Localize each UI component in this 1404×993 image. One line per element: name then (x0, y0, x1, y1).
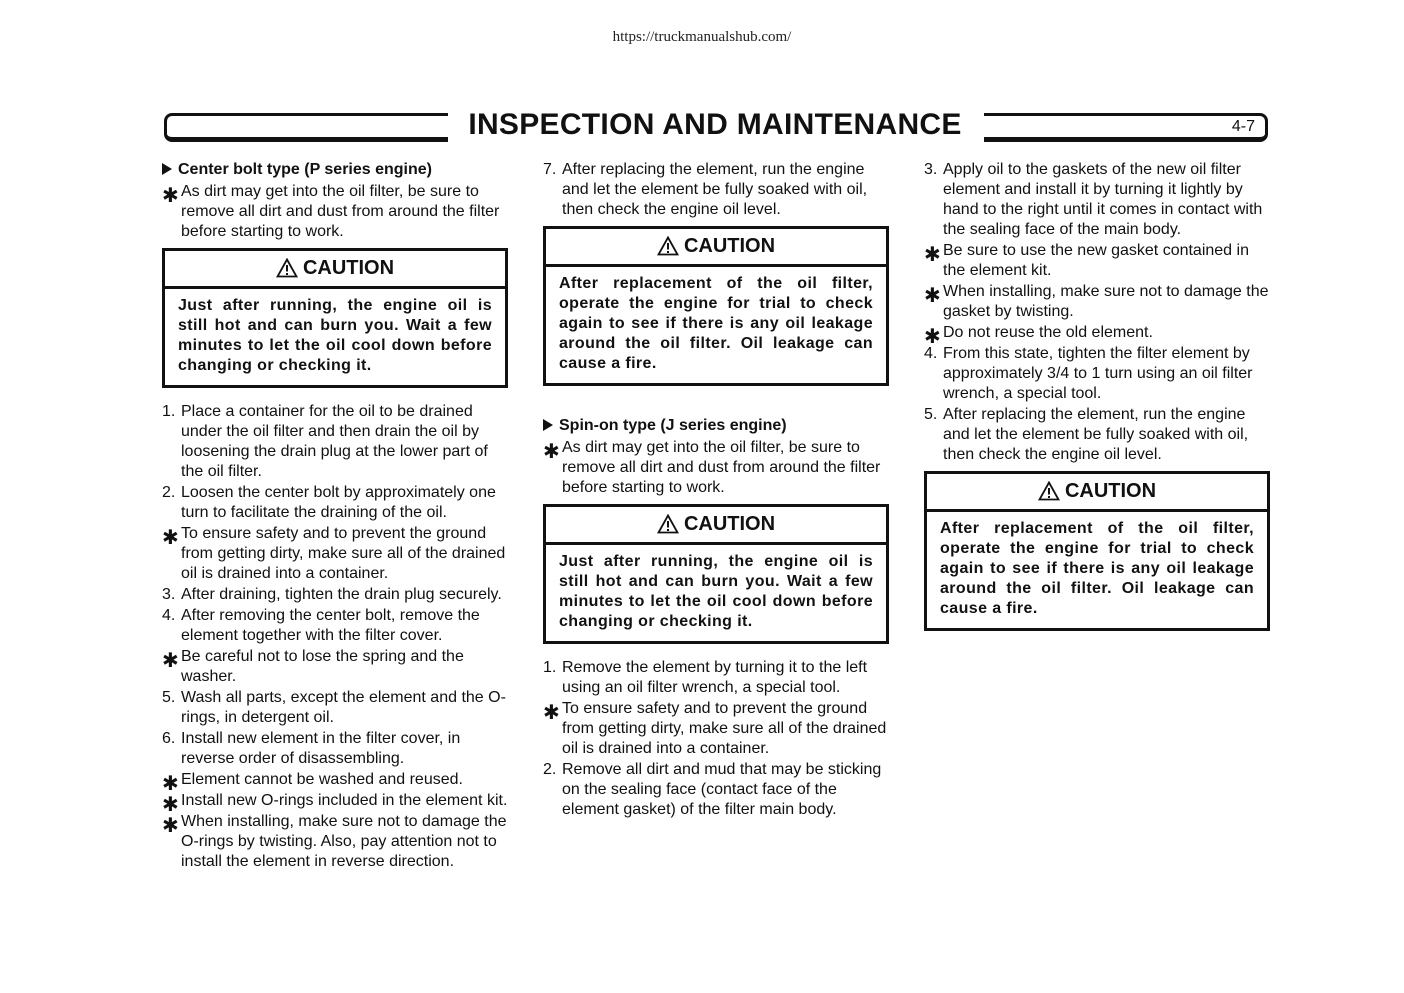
caution-header: CAUTION (546, 507, 886, 545)
note-item: ✱ To ensure safety and to prevent the ground from getting dirty, make sure all of the drained oil is drained into a container. (162, 525, 506, 582)
list-item: 3. Apply oil to the gaskets of the new oil filter element and install it by turning it lightly by hand to the right until it comes in contact with the sealing face of the main body. (924, 161, 1263, 238)
warning-triangle-icon (276, 258, 298, 278)
list-item: 7. After replacing the element, run the engine and let the element be fully soaked with oil, then check the engine oil level. (543, 161, 868, 218)
note-item: ✱ Do not reuse the old element. (924, 324, 1153, 348)
column-2 (543, 160, 889, 821)
asterisk-icon: ✱ (162, 794, 179, 816)
note-item: ✱ Install new O-rings included in the element kit. (162, 792, 508, 816)
triangle-bullet-icon (543, 419, 553, 431)
list-item: 6. Install new element in the filter cover, in reverse order of disassembling. (162, 730, 461, 767)
note-item: ✱ Be careful not to lose the spring and the washer. (162, 648, 464, 685)
list-item: 3. After draining, tighten the drain plug securely. (162, 586, 502, 603)
warning-triangle-icon (657, 514, 679, 534)
asterisk-icon: ✱ (162, 773, 179, 795)
triangle-bullet-icon (162, 163, 172, 175)
caution-text: Just after running, the engine oil is still hot and can burn you. Wait a few minutes to let the oil cool down before changing or checking it. (178, 297, 492, 374)
asterisk-icon: ✱ (924, 244, 941, 266)
list-item: 5. After replacing the element, run the engine and let the element be fully soaked with oil, then check the engine oil level. (924, 406, 1249, 463)
column-1 (162, 160, 508, 873)
asterisk-icon: ✱ (924, 326, 941, 348)
caution-header: CAUTION (165, 251, 505, 289)
asterisk-icon: ✱ (162, 527, 179, 549)
caution-box (543, 504, 889, 644)
source-url: https://truckmanualshub.com/ (612, 29, 792, 45)
note-item: ✱ When installing, make sure not to damage the O-rings by twisting. Also, pay attention not to install the element in reverse direction. (162, 813, 507, 870)
header-right-bar (984, 113, 1268, 142)
note-item: ✱ Be sure to use the new gasket contained in the element kit. (924, 242, 1249, 279)
asterisk-icon: ✱ (162, 185, 179, 207)
list-item: 2. Loosen the center bolt by approximately one turn to facilitate the draining of the oil. (162, 484, 496, 521)
asterisk-icon: ✱ (543, 702, 560, 724)
warning-triangle-icon (657, 236, 679, 256)
caution-box (924, 471, 1270, 631)
caution-text: Just after running, the engine oil is still hot and can burn you. Wait a few minutes to let the oil cool down before changing or checking it. (559, 553, 873, 630)
caution-text: After replacement of the oil filter, operate the engine for trial to check again to see if there is any oil leakage around the oil filter. Oil leakage can cause a fire. (940, 520, 1254, 617)
header-left-bar (164, 113, 448, 142)
section-heading: Center bolt type (P series engine) (162, 160, 508, 180)
caution-header: CAUTION (546, 229, 886, 267)
asterisk-icon: ✱ (924, 285, 941, 307)
note-item: ✱ As dirt may get into the oil filter, be sure to remove all dirt and dust from around the filter before starting to work. (543, 439, 881, 496)
asterisk-icon: ✱ (162, 650, 179, 672)
note-item: ✱ Element cannot be washed and reused. (162, 771, 463, 795)
page-title: INSPECTION AND MAINTENANCE (468, 108, 962, 141)
page-number: 4-7 (1231, 118, 1255, 135)
warning-triangle-icon (1038, 481, 1060, 501)
asterisk-icon: ✱ (543, 441, 560, 463)
list-item: 2. Remove all dirt and mud that may be sticking on the sealing face (contact face of the element gasket) of the filter main body. (543, 761, 882, 818)
note-item: ✱ As dirt may get into the oil filter, be sure to remove all dirt and dust from around the filter before starting to work. (162, 183, 500, 240)
list-item: 4. After removing the center bolt, remove the element together with the filter cover. (162, 607, 480, 644)
list-item: 1. Place a container for the oil to be drained under the oil filter and then drain the oil by loosening the drain plug at the lower part of the oil filter. (162, 403, 488, 480)
caution-header: CAUTION (927, 474, 1267, 512)
note-item: ✱ When installing, make sure not to damage the gasket by twisting. (924, 283, 1269, 320)
asterisk-icon: ✱ (162, 815, 179, 837)
list-item: 1. Remove the element by turning it to the left using an oil filter wrench, a special tool. (543, 659, 868, 696)
note-item: ✱ To ensure safety and to prevent the ground from getting dirty, make sure all of the drained oil is drained into a container. (543, 700, 887, 757)
caution-box (543, 226, 889, 386)
list-item: 4. From this state, tighten the filter element by approximately 3/4 to 1 turn using an oil filter wrench, a special tool. (924, 345, 1253, 402)
section-heading: Spin-on type (J series engine) (543, 416, 889, 436)
list-item: 5. Wash all parts, except the element and the O-rings, in detergent oil. (162, 689, 506, 726)
caution-text: After replacement of the oil filter, operate the engine for trial to check again to see if there is any oil leakage around the oil filter. Oil leakage can cause a fire. (559, 275, 873, 372)
caution-box (162, 248, 508, 388)
column-3 (924, 160, 1270, 645)
